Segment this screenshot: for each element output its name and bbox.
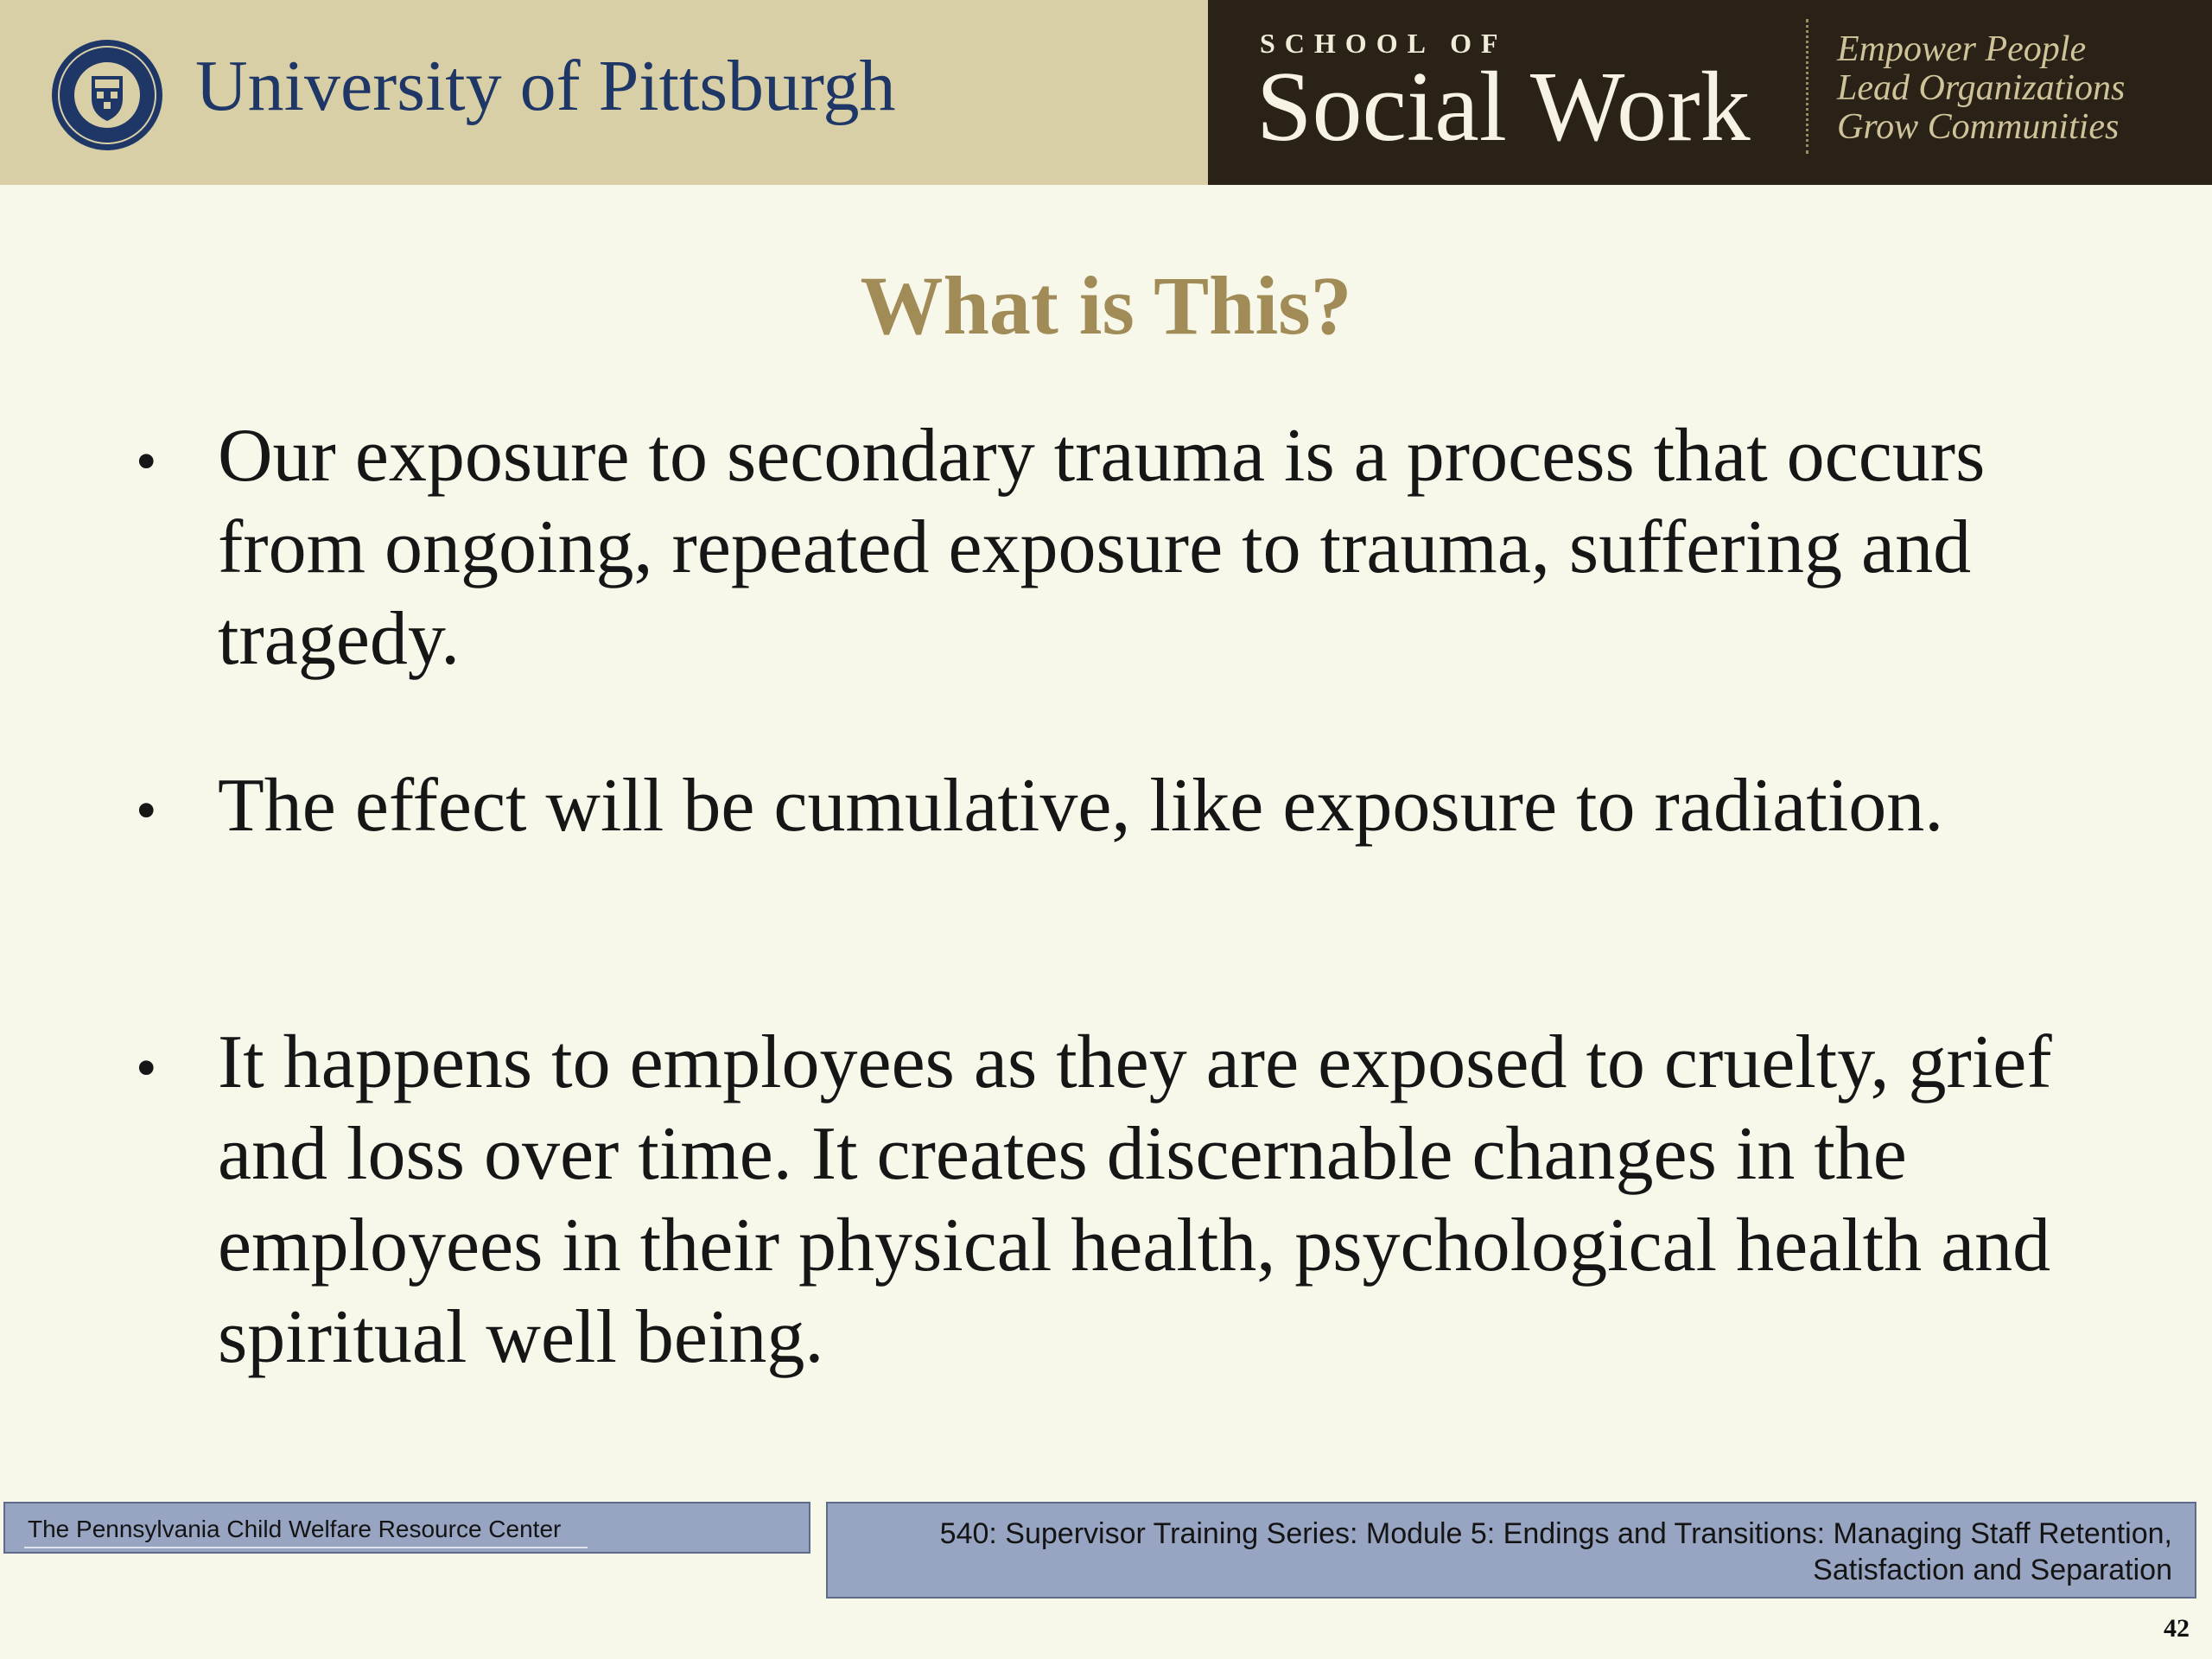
tagline-2: Lead Organizations xyxy=(1837,68,2126,108)
footer-resource-center xyxy=(3,1502,810,1554)
bullet-item-3: It happens to employees as they are exposed to cruelty, grief and loss over time. It creates discernable changes in the employees in their physical health, psychological health and spiritual well being. xyxy=(218,1020,2052,1379)
bullet-item-2: The effect will be cumulative, like exposure to radiation. xyxy=(218,764,1944,848)
bullet-item-1: Our exposure to secondary trauma is a process that occurs from ongoing, repeated exposure to trauma, suffering and tragedy. xyxy=(218,414,1986,681)
footer-underline xyxy=(24,1547,588,1548)
footer-left-text: The Pennsylvania Child Welfare Resource Center xyxy=(28,1516,562,1542)
tagline-3: Grow Communities xyxy=(1837,107,2120,147)
slide-title: What is This? xyxy=(860,259,1352,352)
footer-right-line-2: Satisfaction and Separation xyxy=(1813,1554,2172,1586)
bullet-dot: • xyxy=(136,1035,157,1102)
footer-right-line-1: 540: Supervisor Training Series: Module 5: Endings and Transitions: Managing Staff Retention, xyxy=(939,1517,2172,1550)
tagline-1: Empower People xyxy=(1837,29,2087,69)
bullet-dot: • xyxy=(136,429,157,495)
school-of-label: SCHOOL OF xyxy=(1260,28,1508,59)
university-name: University of Pittsburgh xyxy=(195,46,896,126)
page-number: 42 xyxy=(2164,1614,2190,1643)
university-seal-icon xyxy=(50,38,164,152)
header-divider xyxy=(1806,19,1808,154)
bullet-dot: • xyxy=(136,778,157,844)
footer-course-title xyxy=(826,1502,2196,1599)
school-name: Social Work xyxy=(1256,52,1751,162)
